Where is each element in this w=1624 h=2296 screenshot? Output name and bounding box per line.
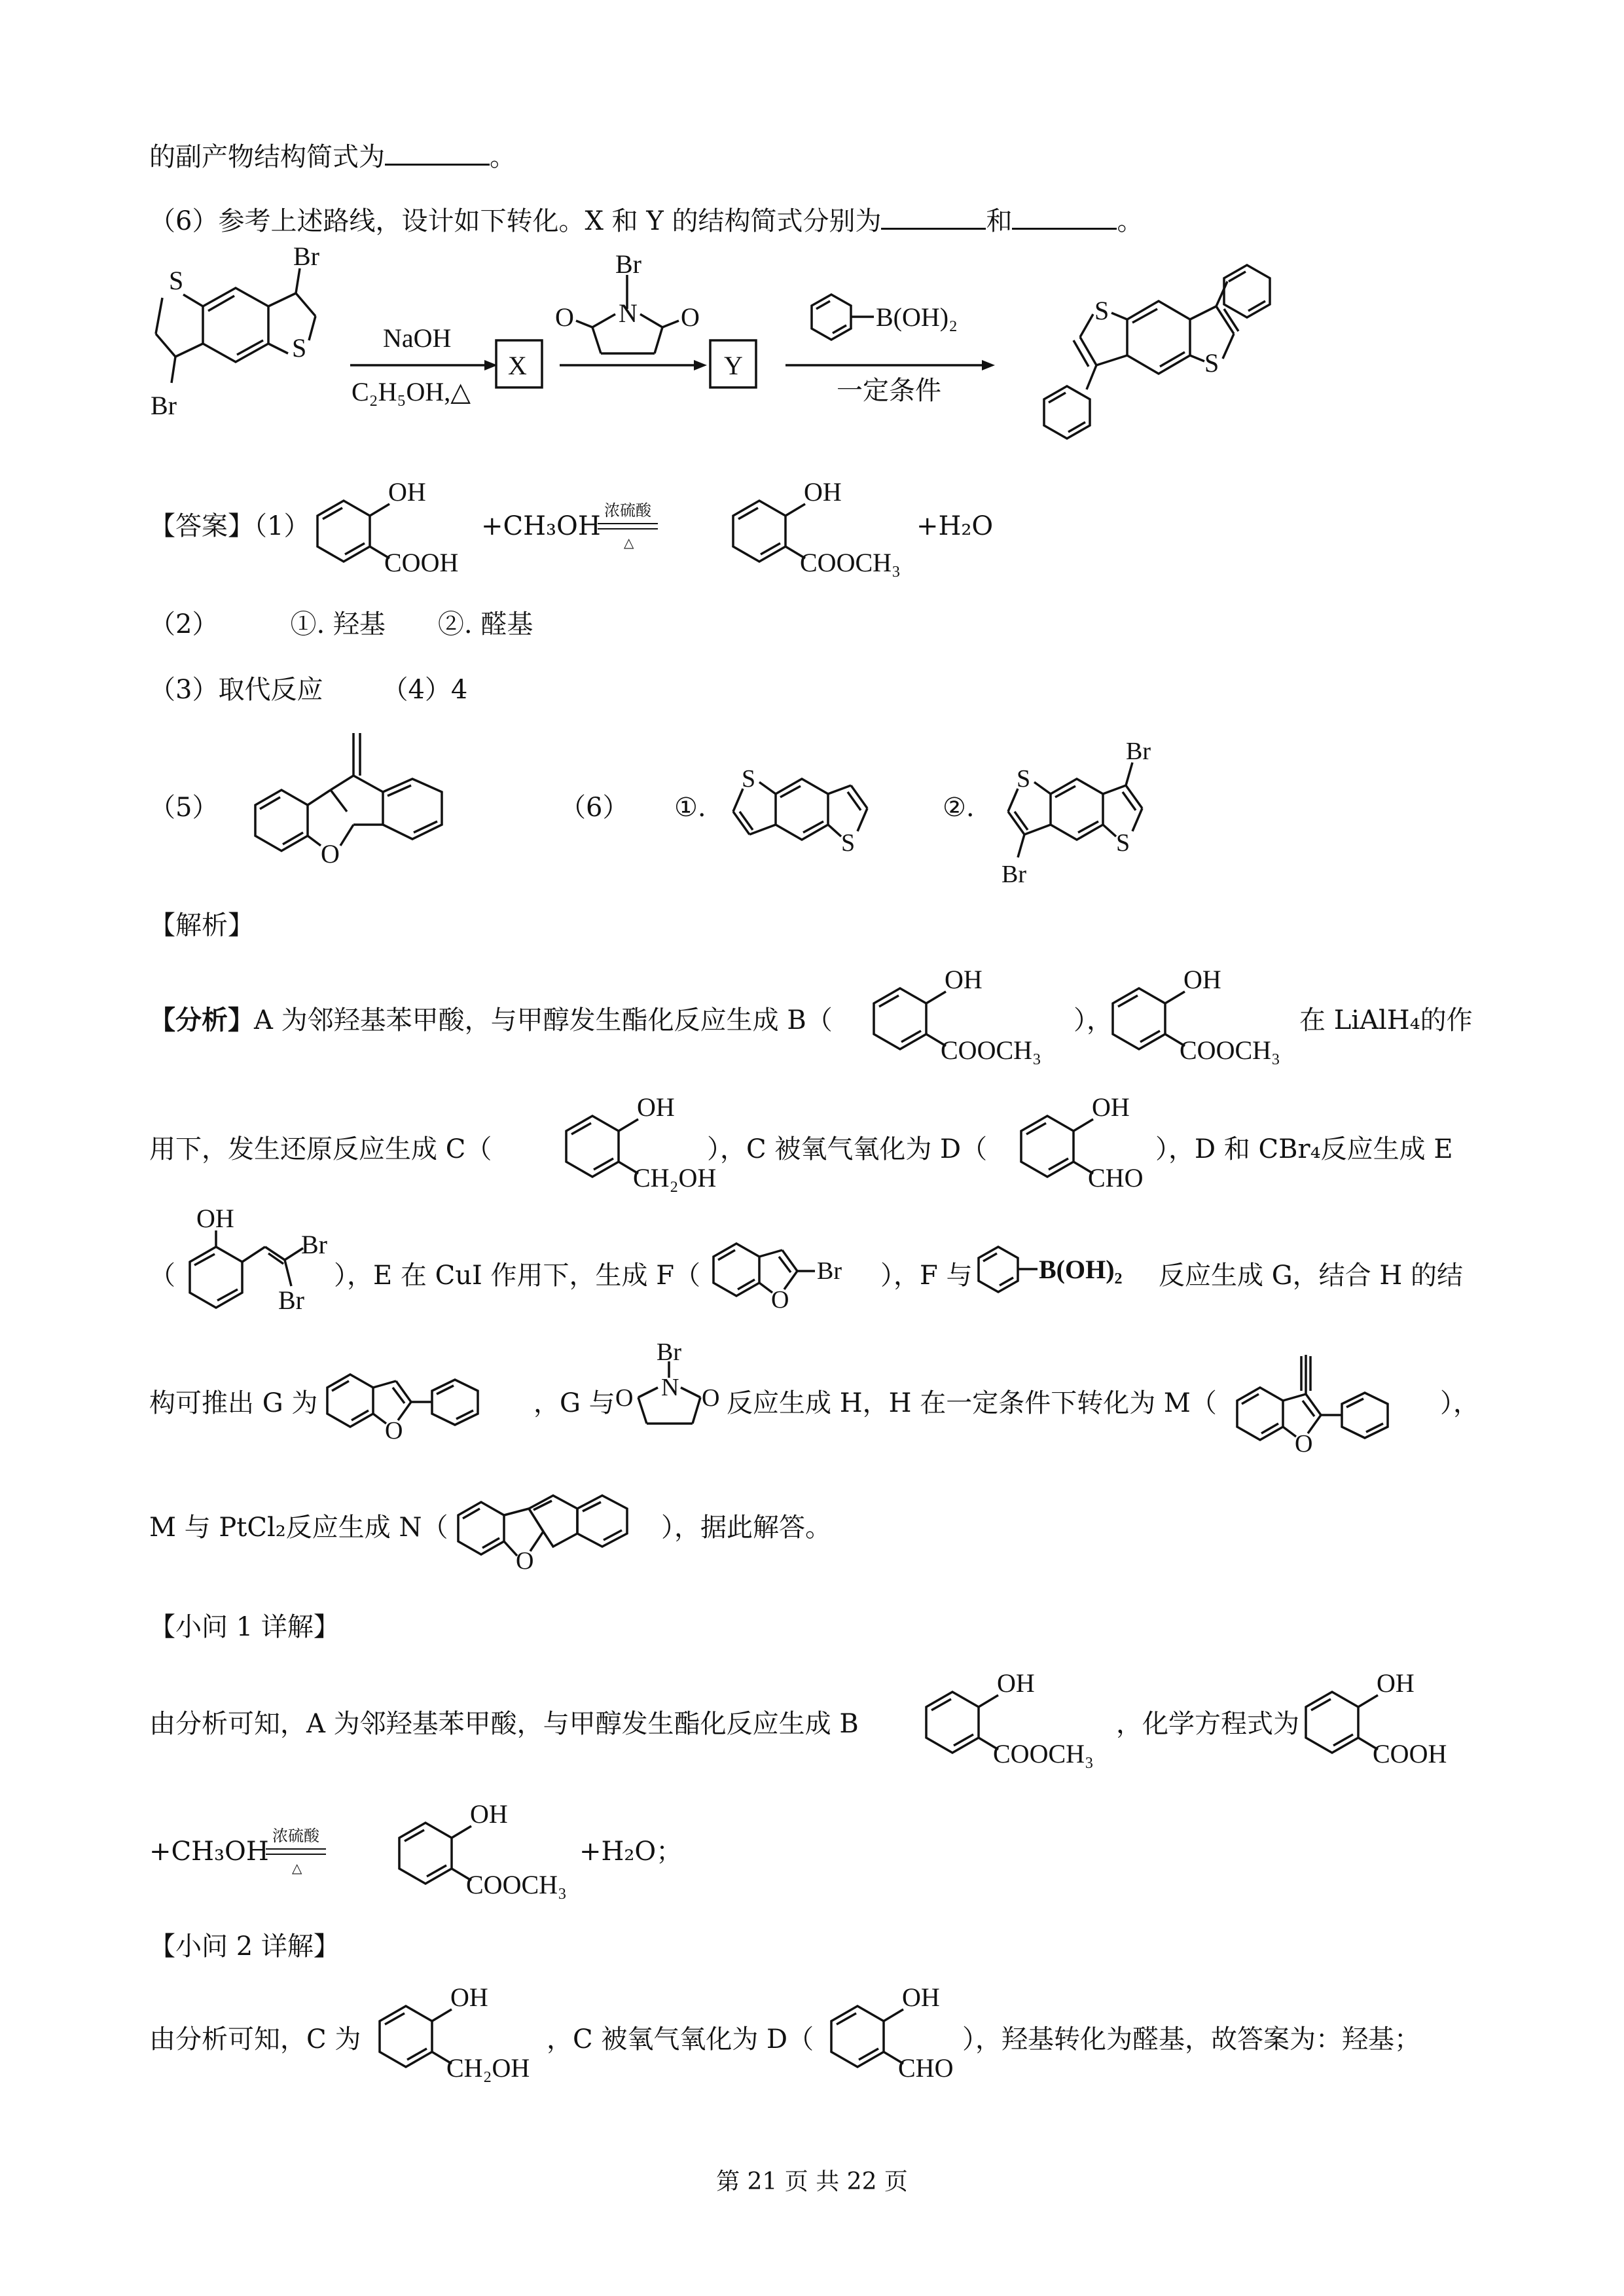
benzodithiophene-structure xyxy=(713,753,910,870)
analysis-p2-c xyxy=(1155,1134,1453,1165)
analysis-text: ），C 被氧气氧化为 D（ xyxy=(707,1134,988,1164)
catalyst-text: 浓硫酸 xyxy=(272,1828,319,1845)
answer-blank-y[interactable] xyxy=(1012,203,1117,230)
atom-s: S xyxy=(1204,348,1219,378)
cho-group: CHO xyxy=(1088,1163,1144,1193)
analysis-p3-c xyxy=(880,1260,972,1291)
benzyl-alcohol-inline xyxy=(367,1980,537,2091)
methyl-salicylate-structure xyxy=(720,475,943,586)
analysis-p5-b xyxy=(661,1512,831,1543)
sub2-text-c-span: ），羟基转化为醛基，故答案为：羟基； xyxy=(962,2024,1420,2054)
atom-o: O xyxy=(702,1384,720,1412)
atom-s: S xyxy=(1094,296,1110,325)
reagent-naoh: NaOH xyxy=(383,323,452,353)
catalyst-arrow xyxy=(261,1823,333,1882)
reagent-ethanol: C₂H₅OH,△ xyxy=(352,377,471,406)
analysis-p2-b xyxy=(707,1134,987,1165)
box-x-label: X xyxy=(508,351,527,380)
analysis-p3-b xyxy=(334,1260,700,1291)
oh-group: OH xyxy=(470,1799,508,1829)
atom-s: S xyxy=(742,765,756,793)
atom-br: Br xyxy=(278,1285,304,1315)
q2-answer-b: ②. 醛基 xyxy=(437,609,533,639)
analysis-p3-d xyxy=(1159,1260,1463,1291)
methyl-salicylate-inline xyxy=(1100,962,1322,1073)
q3-answer: （3）取代反应 xyxy=(149,675,323,705)
analysis-text: 构可推出 G 为 xyxy=(149,1388,318,1418)
atom-br: Br xyxy=(301,1230,327,1259)
analysis-p4-c xyxy=(727,1388,1217,1419)
analysis-p1-d xyxy=(1299,1005,1473,1036)
analysis-text: ）， xyxy=(1074,1005,1113,1035)
analysis-text: 用下，发生还原反应生成 C（ xyxy=(149,1134,492,1164)
plus-water xyxy=(916,511,993,542)
water-text: +H₂O； xyxy=(579,1837,683,1867)
sub1-heading-text: 【小问 1 详解】 xyxy=(149,1612,340,1642)
answer-6-label xyxy=(560,792,628,823)
methanol-text: +CH₃OH xyxy=(481,511,601,541)
analysis-p4 xyxy=(149,1388,317,1419)
analysis-text: A 为邻羟基苯甲酸，与甲醇发生酯化反应生成 B（ xyxy=(254,1005,833,1035)
analysis-p1 xyxy=(149,1005,833,1036)
ch2oh-group: CH₂OH xyxy=(633,1163,717,1193)
cooch3-group: COOCH₃ xyxy=(1180,1035,1280,1065)
phenylboronic-structure xyxy=(972,1240,1168,1306)
q5-tail-line xyxy=(149,139,516,173)
q2-answer-a: ①. 羟基 xyxy=(290,609,386,639)
sub1-text xyxy=(149,1708,859,1740)
cho-group: CHO xyxy=(898,2053,954,2083)
dibromo-benzodithiophene-structure xyxy=(988,733,1198,890)
dibromovinylphenol-structure xyxy=(167,1204,350,1338)
analysis-text: ）， xyxy=(1440,1388,1479,1418)
atom-o: O xyxy=(771,1286,789,1314)
atom-o: O xyxy=(321,839,340,869)
page-number: 第 21 页 共 22 页 xyxy=(716,2168,908,2195)
atom-s: S xyxy=(169,266,184,295)
sub2-heading-text: 【小问 2 详解】 xyxy=(149,1931,340,1962)
analysis-text: 反应生成 G，结合 H 的结 xyxy=(1159,1261,1463,1291)
q6-and: 和 xyxy=(986,206,1013,236)
answer-blank[interactable] xyxy=(385,139,490,166)
q6-line xyxy=(149,203,1143,237)
answer-2-line xyxy=(149,609,533,640)
synthesis-scheme xyxy=(0,242,1624,484)
answer-6b-label xyxy=(943,792,975,823)
ch2oh-group: CH₂OH xyxy=(446,2053,530,2083)
answer-blank-x[interactable] xyxy=(881,203,986,230)
q2-label: （2） xyxy=(149,609,219,639)
methanol-text: +CH₃OH xyxy=(149,1837,269,1867)
q5-text: 的副产物结构简式为 xyxy=(149,142,385,172)
analysis-p4-d xyxy=(1440,1388,1479,1419)
analysis-text: ），F 与 xyxy=(880,1261,973,1291)
plus-methanol xyxy=(481,511,601,542)
answer-6a-label xyxy=(674,792,706,823)
q6-answer-a-label: ①. xyxy=(674,793,706,823)
analysis-text: ），据此解答。 xyxy=(661,1513,831,1543)
box-y-label: Y xyxy=(724,351,743,380)
atom-br: Br xyxy=(1126,738,1151,765)
atom-s: S xyxy=(1116,829,1130,857)
atom-n: N xyxy=(619,298,638,328)
q4-answer: （4）4 xyxy=(382,675,468,705)
oh-group: OH xyxy=(1377,1668,1415,1698)
sub1-text-b xyxy=(1116,1708,1299,1740)
salicylaldehyde-inline xyxy=(818,1980,975,2091)
atom-o: O xyxy=(681,302,700,332)
benzonaphthofuran-structure xyxy=(452,1456,674,1581)
analysis-p5 xyxy=(149,1512,448,1543)
answer-3-4-line xyxy=(149,674,467,706)
oh-group: OH xyxy=(637,1092,675,1122)
q6-end: 。 xyxy=(1117,206,1144,236)
atom-s: S xyxy=(841,829,856,857)
sub1-text-b-span: ，化学方程式为 xyxy=(1116,1709,1299,1739)
analysis-text: ，G 与 xyxy=(533,1388,615,1418)
cooh-group: COOH xyxy=(384,548,459,577)
q6-answer-b-label: ②. xyxy=(943,793,975,823)
sub1-eq-end xyxy=(579,1836,682,1867)
salicylaldehyde-structure xyxy=(1008,1090,1165,1201)
oh-group: OH xyxy=(196,1204,234,1233)
cooch3-group: COOCH₃ xyxy=(800,548,901,577)
benzyl-alcohol-structure xyxy=(553,1090,723,1201)
oh-group: OH xyxy=(945,965,983,994)
sub2-text-b-span: ，C 被氧气氧化为 D（ xyxy=(547,2024,814,2054)
atom-o: O xyxy=(385,1417,403,1444)
oh-group: OH xyxy=(902,1982,940,2012)
methyl-salicylate-inline xyxy=(386,1797,609,1908)
catalyst-arrow xyxy=(592,497,664,556)
sub2-text-c xyxy=(962,2024,1420,2055)
answer-5-label xyxy=(149,792,218,823)
analysis-text: （ xyxy=(149,1261,175,1291)
analysis-heading xyxy=(149,910,254,941)
ethynyl-phenylbenzofuran-structure xyxy=(1231,1335,1453,1460)
heat-symbol: △ xyxy=(624,536,634,550)
answer-label: 【答案】（1） xyxy=(149,511,310,541)
salicylic-acid-inline xyxy=(1293,1666,1489,1777)
oh-group: OH xyxy=(388,477,426,507)
atom-o: O xyxy=(615,1384,634,1412)
analysis-text: 在 LiAlH₄的作 xyxy=(1299,1005,1473,1035)
oh-group: OH xyxy=(804,477,842,507)
atom-n: N xyxy=(661,1374,679,1401)
methyl-salicylate-inline xyxy=(861,962,1083,1073)
sub1-eq-methanol xyxy=(149,1836,269,1867)
atom-br: Br xyxy=(615,249,641,279)
sub2-text-b xyxy=(547,2024,814,2055)
water-text: +H₂O xyxy=(916,511,994,541)
phenylbenzofuran-structure xyxy=(321,1361,530,1446)
q6-text: （6）参考上述路线，设计如下转化。X 和 Y 的结构简式分别为 xyxy=(149,206,882,236)
sub1-text-a: 由分析可知，A 为邻羟基苯甲酸，与甲醇发生酯化反应生成 B xyxy=(149,1709,859,1739)
analysis-label: 【分析】 xyxy=(149,1005,254,1035)
oh-group: OH xyxy=(450,1982,488,2012)
analysis-text: ），E 在 CuI 作用下，生成 F（ xyxy=(334,1261,700,1291)
q5-label: （5） xyxy=(149,793,219,823)
atom-o: O xyxy=(516,1547,534,1575)
sub2-heading xyxy=(149,1931,340,1962)
cooh-group: COOH xyxy=(1373,1739,1447,1768)
atom-o: O xyxy=(555,302,574,332)
sub1-heading xyxy=(149,1611,340,1643)
salicylic-acid-structure xyxy=(304,475,501,586)
q6-label: （6） xyxy=(560,793,629,823)
analysis-heading-text: 【解析】 xyxy=(149,910,254,941)
cooch3-group: COOCH₃ xyxy=(466,1870,567,1899)
analysis-text: ），D 和 CBr₄反应生成 E xyxy=(1155,1134,1453,1164)
atom-s: S xyxy=(292,333,307,363)
reagent-conditions: 一定条件 xyxy=(837,376,941,405)
answer-1-label xyxy=(149,511,310,542)
atom-br: Br xyxy=(817,1257,842,1285)
methyl-salicylate-inline xyxy=(913,1666,1136,1777)
oh-group: OH xyxy=(997,1668,1035,1698)
atom-br: Br xyxy=(657,1338,681,1366)
q5-end: 。 xyxy=(490,142,516,172)
atom-br: Br xyxy=(151,391,177,420)
analysis-text: 反应生成 H，H 在一定条件下转化为 M（ xyxy=(727,1388,1217,1418)
atom-br: Br xyxy=(1001,861,1026,888)
cooch3-group: COOCH₃ xyxy=(941,1035,1041,1065)
boronic-acid-label: B(OH)₂ xyxy=(876,302,958,332)
sub2-text-a: 由分析可知，C 为 xyxy=(149,2024,361,2054)
cooch3-group: COOCH₃ xyxy=(993,1739,1094,1768)
analysis-p4-b xyxy=(533,1388,615,1419)
catalyst-text: 浓硫酸 xyxy=(604,503,651,520)
page-footer xyxy=(0,2163,1624,2197)
analysis-text: M 与 PtCl₂反应生成 N（ xyxy=(149,1513,448,1543)
boronic-acid-label: B(OH)₂ xyxy=(1039,1255,1123,1284)
oh-group: OH xyxy=(1092,1092,1130,1122)
analysis-p2 xyxy=(149,1134,492,1165)
byproduct-structure xyxy=(216,720,491,890)
atom-o: O xyxy=(1295,1430,1313,1458)
atom-br: Br xyxy=(293,242,319,271)
oh-group: OH xyxy=(1183,965,1221,994)
bromobenzofuran-structure xyxy=(707,1230,877,1316)
sub2-text xyxy=(149,2024,361,2055)
heat-symbol: △ xyxy=(292,1861,302,1876)
atom-s: S xyxy=(1017,765,1031,793)
